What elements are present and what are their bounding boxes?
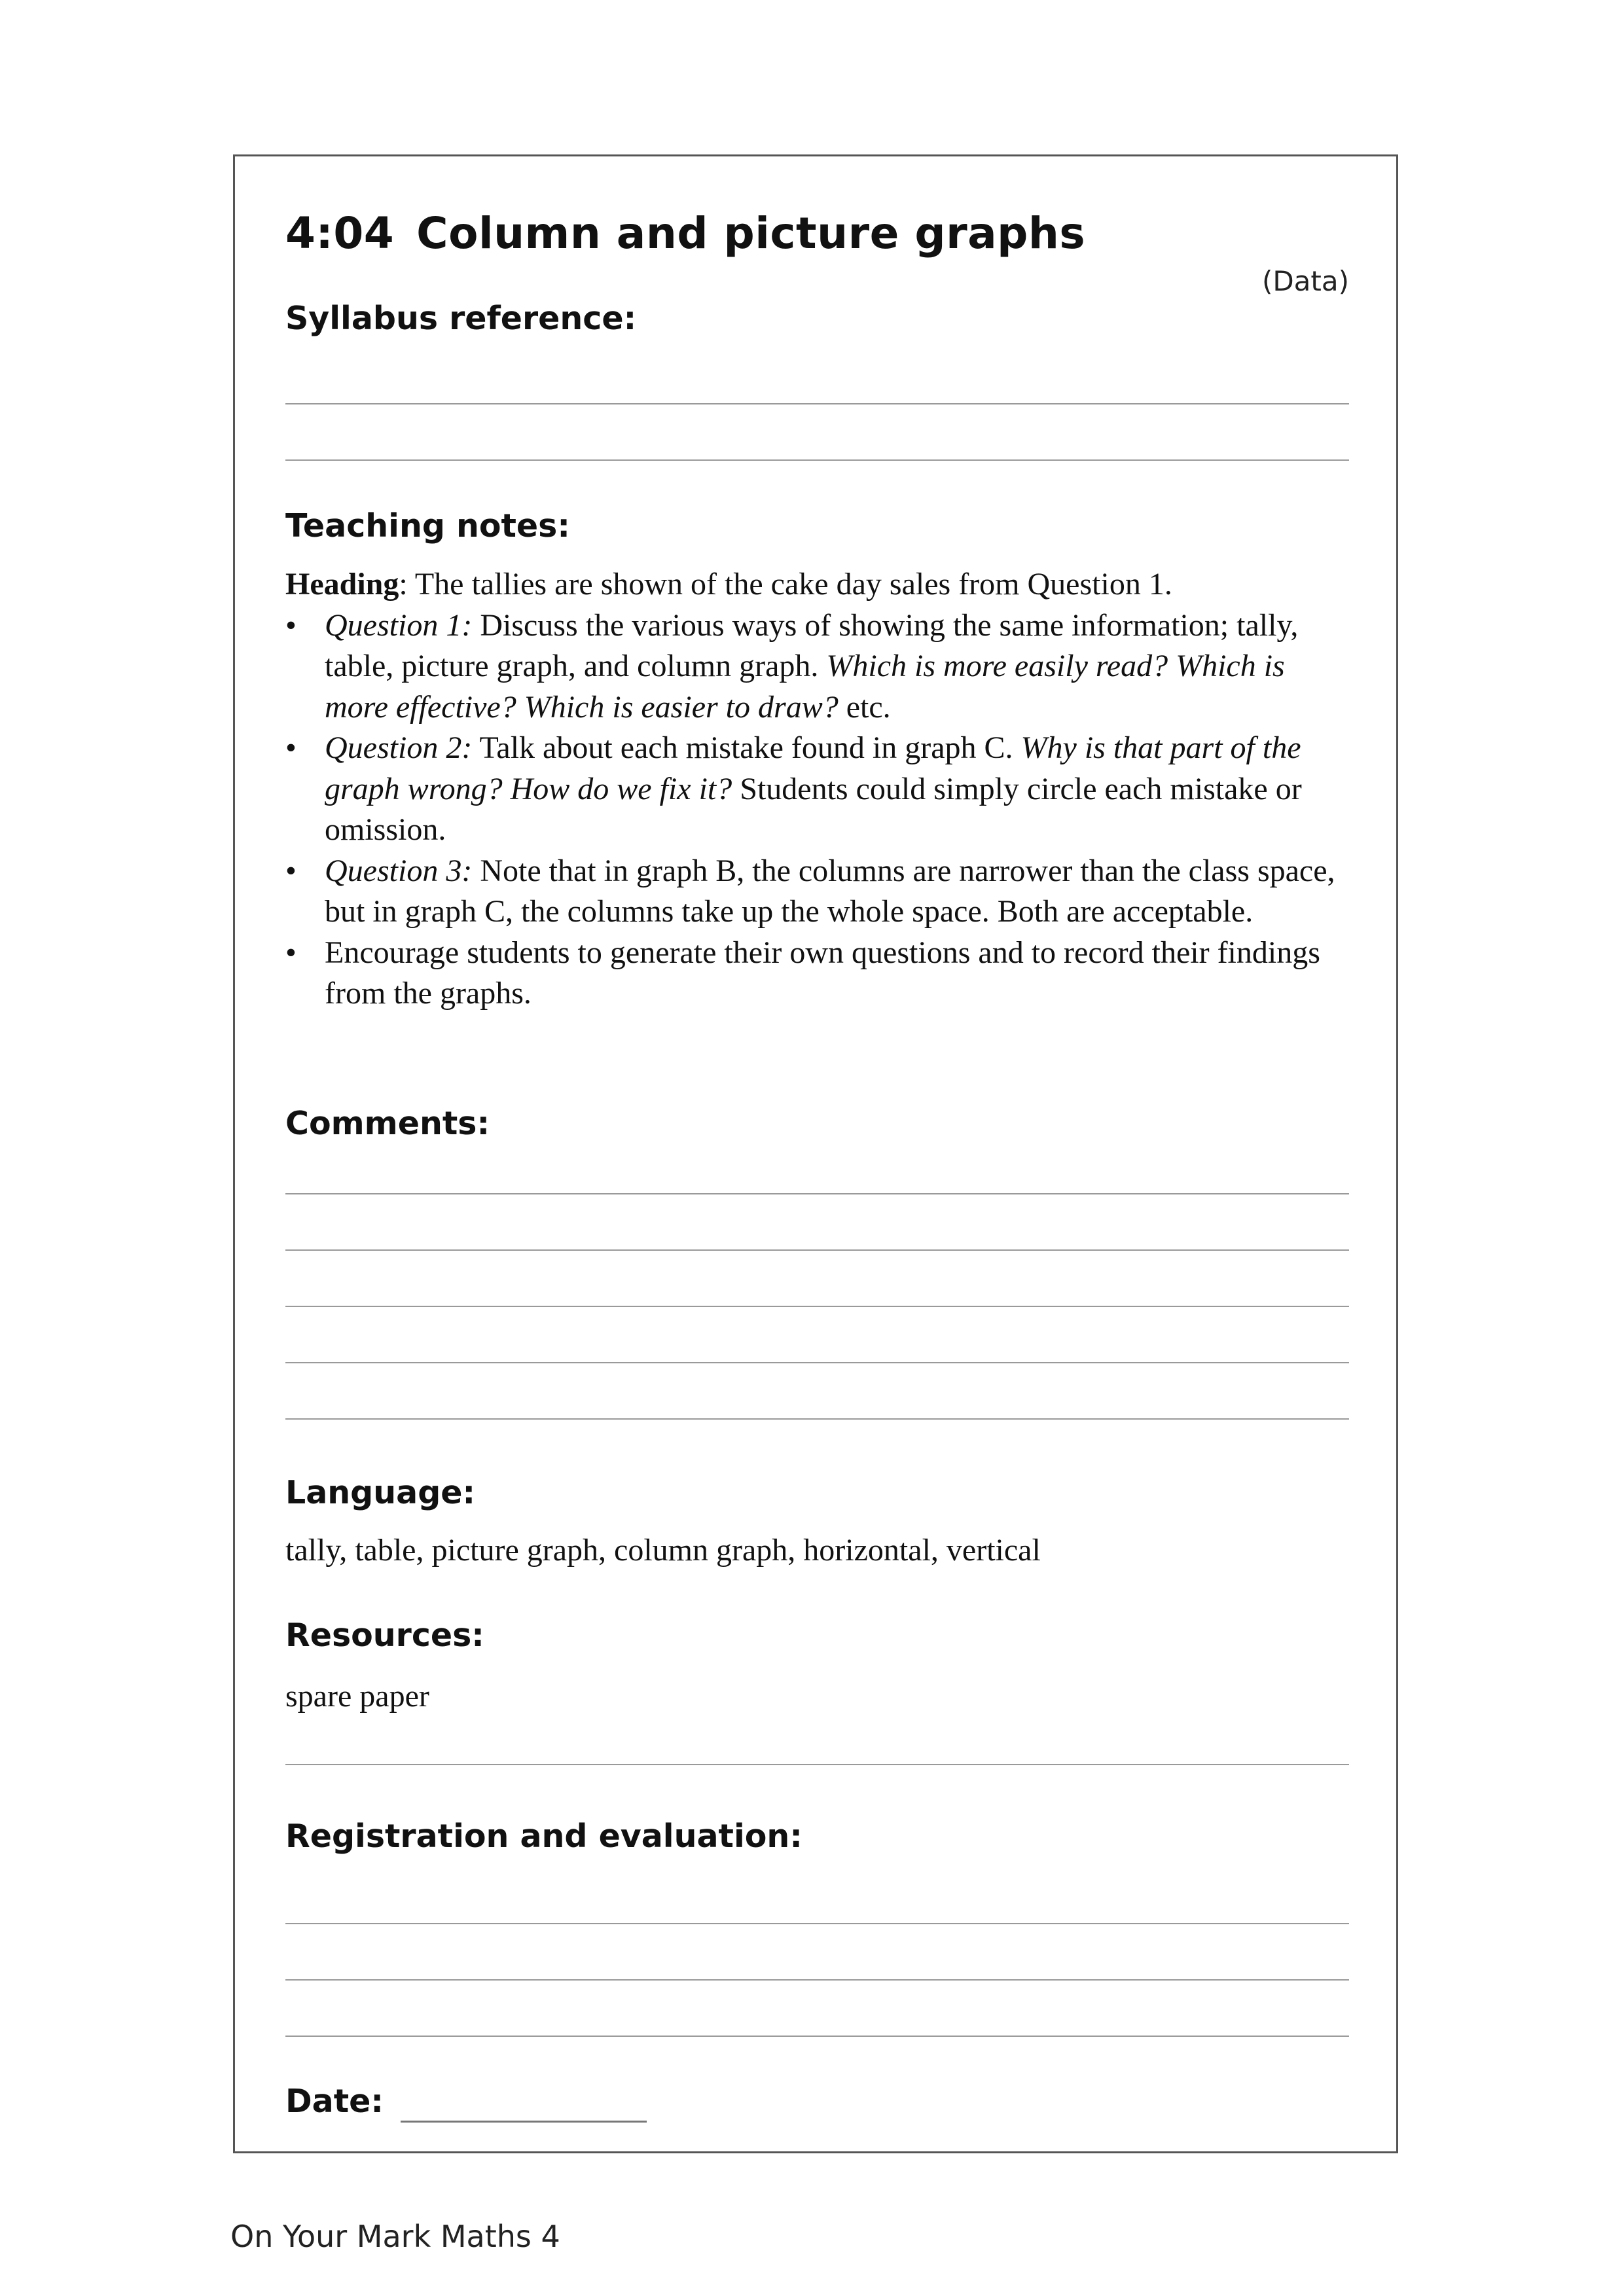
notes-heading: Heading: The tallies are shown of the cake day sales from Question 1.	[285, 567, 1172, 601]
comments-line-1[interactable]	[285, 1193, 1349, 1194]
teaching-notes-label: Teaching notes:	[285, 507, 570, 545]
list-item: • Question 1: Discuss the various ways of showing the same information; tally, table, picture graph, and column graph. Which is more easily read? Which is more effective? Which is easier to draw? etc.	[285, 605, 1349, 728]
resources-text: spare paper	[285, 1679, 429, 1713]
comments-line-4[interactable]	[285, 1362, 1349, 1363]
comments-line-5[interactable]	[285, 1418, 1349, 1420]
registration-line-2[interactable]	[285, 1979, 1349, 1981]
footer-text: On Your Mark Maths 4	[230, 2219, 560, 2254]
comments-label: Comments:	[285, 1105, 490, 1142]
page-title	[285, 208, 1085, 259]
resources-line[interactable]	[285, 1764, 1349, 1765]
list-item: • Question 2: Talk about each mistake found in graph C. Why is that part of the graph wrong? How do we fix it? Students could simply circle each mistake or omission.	[285, 728, 1349, 851]
list-item: • Question 3: Note that in graph B, the columns are narrower than the class space, but in graph C, the columns take up the whole space. Both are acceptable.	[285, 851, 1349, 933]
syllabus-line-2[interactable]	[285, 459, 1349, 461]
syllabus-label: Syllabus reference:	[285, 300, 637, 337]
registration-line-1[interactable]	[285, 1923, 1349, 1924]
comments-line-2[interactable]	[285, 1249, 1349, 1251]
registration-label: Registration and evaluation:	[285, 1818, 803, 1855]
language-text: tally, table, picture graph, column graph, horizontal, vertical	[285, 1533, 1041, 1568]
language-label: Language:	[285, 1474, 476, 1511]
date-label: Date:	[285, 2083, 384, 2120]
syllabus-line-1[interactable]	[285, 403, 1349, 404]
date-input-line[interactable]	[401, 2121, 647, 2123]
registration-line-3[interactable]	[285, 2036, 1349, 2037]
section-title: Column and picture graphs	[416, 208, 1086, 259]
section-number: 4:04	[285, 208, 395, 259]
resources-label: Resources:	[285, 1617, 484, 1654]
strand-label: (Data)	[1261, 265, 1349, 297]
comments-line-3[interactable]	[285, 1306, 1349, 1307]
teaching-notes	[285, 564, 1349, 1014]
list-item: • Encourage students to generate their own questions and to record their findings from the graphs.	[285, 933, 1349, 1014]
